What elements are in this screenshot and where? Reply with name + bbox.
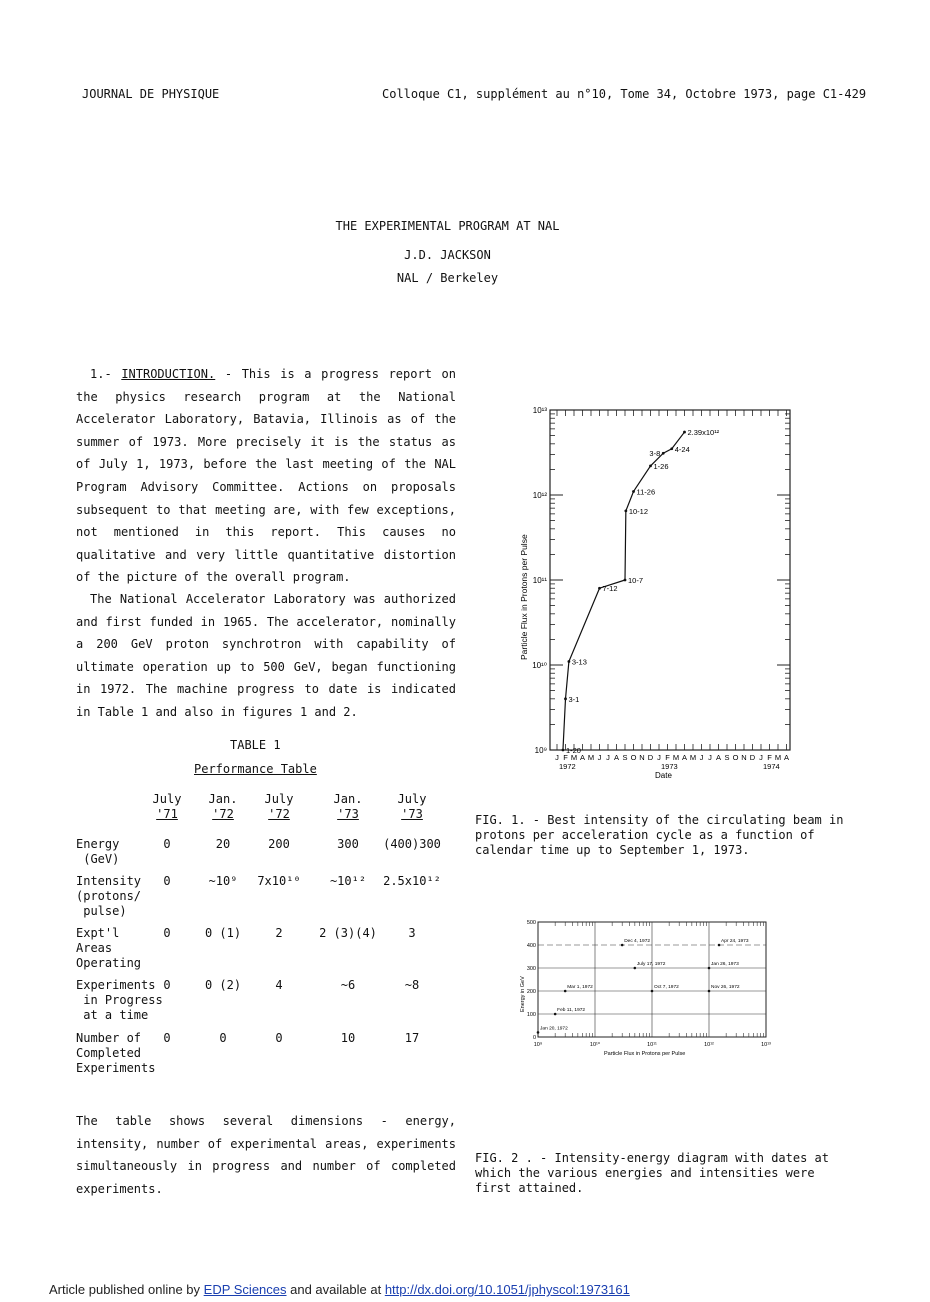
fig1-month-label: M xyxy=(672,753,680,762)
table-cell: 0 xyxy=(163,837,171,851)
fig1-month-label: A xyxy=(783,753,790,762)
fig1-point-label: 10-7 xyxy=(628,576,644,585)
publisher-link[interactable]: EDP Sciences xyxy=(203,1282,287,1297)
table-cell: 0 xyxy=(163,978,171,992)
table-cell: 3 xyxy=(408,926,416,940)
fig1-data-point xyxy=(624,510,627,513)
fig1-data-point xyxy=(598,587,601,590)
fig2-y-tick-label: 200 xyxy=(526,989,536,995)
fig1-month-label: M xyxy=(774,753,782,762)
table-cell: 10 xyxy=(340,1031,356,1045)
fig2-x-tick-label: 10⁹ xyxy=(533,1042,543,1048)
fig2-data-point xyxy=(634,967,637,970)
footer-prefix: Article published online by xyxy=(49,1282,204,1297)
fig1-month-label: A xyxy=(613,753,620,762)
fig1-month-label: M xyxy=(570,753,578,762)
fig2-point-label: Jan 20, 1972 xyxy=(540,1026,568,1032)
author: J.D. JACKSON xyxy=(404,248,491,262)
fig1-month-label: N xyxy=(741,753,747,762)
fig1-data-point xyxy=(662,452,665,455)
fig1-point-label: 3-13 xyxy=(571,657,587,667)
fig1-month-label: D xyxy=(647,753,654,762)
fig1-y-tick-label: 10¹⁰ xyxy=(532,661,547,670)
figure-1-chart xyxy=(505,395,805,785)
table-cell: 0 xyxy=(275,1031,283,1045)
fig1-year-label: 1974 xyxy=(763,762,780,771)
fig1-data-point xyxy=(670,447,673,450)
fig2-point-label: Feb 11, 1972 xyxy=(557,1008,586,1013)
fig1-month-label: A xyxy=(579,753,586,762)
fig1-year-label: 1973 xyxy=(661,762,678,771)
fig1-data-point xyxy=(683,431,686,434)
section-number: 1.- xyxy=(90,367,122,381)
table-cell: 0 (1) xyxy=(204,926,242,940)
table-cell: 0 xyxy=(163,1031,171,1045)
table-cell: ~10⁹ xyxy=(208,874,238,888)
table-cell: ~10¹² xyxy=(329,874,367,888)
fig2-point-label: July 17, 1972 xyxy=(636,962,666,967)
fig2-x-tick-label: 10¹³ xyxy=(761,1042,771,1048)
fig1-month-label: O xyxy=(732,753,739,762)
table-caption: TABLE 1 xyxy=(230,738,281,752)
fig1-month-label: N xyxy=(639,753,645,762)
citation-line: Colloque C1, supplément au n°10, Tome 34, Octobre 1973, page C1-429 xyxy=(382,87,867,101)
table-col-header: '72 xyxy=(268,807,290,821)
table-row-label: Number of Completed Experiments xyxy=(76,1031,156,1075)
fig1-month-label: D xyxy=(749,753,756,762)
fig1-month-label: A xyxy=(715,753,722,762)
table-cell: 0 xyxy=(219,1031,227,1045)
fig1-point-label: 7-12 xyxy=(602,584,618,594)
table-col-header: '72 xyxy=(212,807,234,821)
fig1-month-label: J xyxy=(699,753,704,762)
paper-title: THE EXPERIMENTAL PROGRAM AT NAL xyxy=(335,219,560,233)
figure-2-chart xyxy=(508,912,773,1062)
fig1-y-tick-label: 10⁹ xyxy=(534,746,547,755)
journal-name: JOURNAL DE PHYSIQUE xyxy=(82,87,220,101)
fig2-point-label: Jan 26, 1973 xyxy=(711,962,739,967)
fig1-month-label: J xyxy=(708,753,712,762)
fig1-point-label: 1-26 xyxy=(653,461,669,471)
table-col-header: Jan. xyxy=(333,792,363,806)
table-cell: 20 xyxy=(215,837,231,851)
intro-text: - This is a progress report on the physics research program at the National Accelerator Laboratory, Batavia, Illinois as of the summer of 1973. More precisely it is the status as of July 1, 1973, before the last meeting of the NAL Program Advisory Committee. Actions on proposals subsequent to that meeting are, with few exceptions, not mentioned in this report. This causes no qualitative and very little quantitative distortion of the picture of the overall program. xyxy=(76,367,456,585)
fig1-month-label: J xyxy=(597,753,602,762)
fig1-month-label: J xyxy=(657,753,661,762)
fig1-point-label: 3-8 xyxy=(649,449,661,459)
table-col-header: Jan. xyxy=(208,792,238,806)
table-cell: 0 (2) xyxy=(204,978,242,992)
fig1-series-line xyxy=(563,432,685,750)
fig1-y-tick-label: 10¹² xyxy=(532,491,547,500)
fig1-y-tick-label: 10¹³ xyxy=(532,406,547,415)
fig2-ylabel: Energy in GeV xyxy=(520,976,526,1012)
fig1-point-label: 10-12 xyxy=(628,506,649,516)
table-cell: 0 xyxy=(163,874,171,888)
fig2-y-tick-label: 400 xyxy=(526,943,536,949)
fig2-xlabel: Particle Flux in Protons per Pulse xyxy=(604,1051,686,1057)
fig1-month-label: J xyxy=(759,753,763,762)
table-cell: 2.5x10¹² xyxy=(383,874,441,888)
fig1-xlabel: Date xyxy=(655,771,672,780)
fig2-y-tick-label: 100 xyxy=(526,1012,536,1018)
fig2-y-tick-label: 500 xyxy=(526,920,536,926)
table-cell: ~6 xyxy=(340,978,356,992)
table-cell: 2 xyxy=(275,926,283,940)
fig1-month-label: S xyxy=(724,753,730,762)
fig2-x-tick-label: 10¹² xyxy=(704,1042,714,1048)
fig2-data-point xyxy=(537,1031,540,1034)
fig2-point-label: Oct 7, 1972 xyxy=(654,985,679,990)
fig2-y-tick-label: 300 xyxy=(526,966,536,972)
fig1-data-point xyxy=(562,749,565,752)
table-cell: 17 xyxy=(404,1031,420,1045)
doi-link[interactable]: http://dx.doi.org/10.1051/jphyscol:1973161 xyxy=(384,1282,630,1297)
fig2-point-label: Apr 24, 1973 xyxy=(721,939,749,944)
figure-2-caption: FIG. 2 . - Intensity-energy diagram with dates at which the various energies and intensities were first attained. xyxy=(475,1151,830,1195)
table-row-label: Energy (GeV) xyxy=(76,837,120,866)
table-col-header: July xyxy=(152,792,182,806)
fig1-point-label: 1-20 xyxy=(565,746,581,755)
fig2-data-point xyxy=(554,1013,557,1016)
fig2-y-tick-label: 0 xyxy=(532,1035,536,1041)
footer-middle: and available at xyxy=(286,1282,385,1297)
footer xyxy=(49,1282,630,1297)
table-cell: 0 xyxy=(163,926,171,940)
fig2-x-tick-label: 10¹¹ xyxy=(647,1042,657,1048)
fig1-month-label: M xyxy=(587,753,595,762)
fig1-month-label: F xyxy=(665,753,670,762)
fig1-month-label: S xyxy=(622,753,628,762)
section-heading: INTRODUCTION. xyxy=(121,367,216,381)
fig1-month-label: M xyxy=(689,753,697,762)
table-col-header: July xyxy=(397,792,427,806)
fig2-data-point xyxy=(708,967,711,970)
fig1-data-point xyxy=(564,697,567,700)
fig1-data-point xyxy=(632,490,635,493)
fig2-point-label: Nov 26, 1972 xyxy=(711,985,740,990)
fig2-data-point xyxy=(564,990,567,993)
table-row-label: Intensity (protons/ pulse) xyxy=(76,874,142,918)
fig1-data-point xyxy=(624,579,627,582)
paragraph-table-summary: The table shows several dimensions - energy, intensity, number of experimental areas, experiments simultaneously in progress and number of completed experiments. xyxy=(76,1114,456,1196)
paragraph-accelerator: The National Accelerator Laboratory was authorized and first funded in 1965. The accelerator, nominally a 200 GeV proton synchrotron with capability of ultimate operation up to 500 GeV, began functioning in 1972. The machine progress to date is indicated in Table 1 and also in figures 1 and 2. xyxy=(76,592,456,719)
intro-paragraph xyxy=(76,363,456,589)
affiliation: NAL / Berkeley xyxy=(396,271,499,285)
fig1-month-label: A xyxy=(681,753,688,762)
table-cell: 7x10¹⁰ xyxy=(257,874,301,888)
fig1-year-label: 1972 xyxy=(559,762,576,771)
table-cell: ~8 xyxy=(404,978,420,992)
fig2-data-point xyxy=(718,944,721,947)
fig1-data-point xyxy=(649,464,652,467)
table-cell: (400)300 xyxy=(383,837,441,851)
fig2-data-point xyxy=(708,990,711,993)
table-subtitle: Performance Table xyxy=(194,762,317,776)
table-cell: 2 (3)(4) xyxy=(319,926,377,940)
fig2-point-label: Dec 4, 1972 xyxy=(624,939,651,944)
table-cell: 200 xyxy=(268,837,290,851)
table-col-header: '73 xyxy=(337,807,359,821)
fig1-month-label: O xyxy=(630,753,637,762)
fig1-ylabel: Particle Flux in Protons per Pulse xyxy=(519,534,529,660)
fig2-point-label: Mar 1, 1972 xyxy=(567,985,593,990)
table-col-header: July xyxy=(264,792,294,806)
table-col-header: '71 xyxy=(156,807,178,821)
table-row-label: Expt'l Areas Operating xyxy=(76,926,142,970)
fig1-data-point xyxy=(568,660,571,663)
fig2-data-point xyxy=(621,944,624,947)
fig1-month-label: F xyxy=(563,753,568,762)
fig1-month-label: J xyxy=(606,753,610,762)
fig1-frame xyxy=(550,410,790,750)
fig1-month-label: F xyxy=(767,753,772,762)
table-cell: 4 xyxy=(275,978,283,992)
fig2-x-tick-label: 10¹⁰ xyxy=(589,1042,601,1048)
fig1-point-label: 3-1 xyxy=(568,694,580,704)
table-col-header: '73 xyxy=(401,807,423,821)
table-cell: 300 xyxy=(337,837,359,851)
fig1-month-label: J xyxy=(555,753,559,762)
fig1-point-label: 11-26 xyxy=(636,487,656,497)
fig1-point-label: 4-24 xyxy=(674,444,690,454)
fig1-y-tick-label: 10¹¹ xyxy=(532,576,547,585)
table-row-label: Experiments in Progress at a time xyxy=(76,978,163,1022)
fig2-data-point xyxy=(651,990,654,993)
fig1-point-label: 2.39x10¹² xyxy=(687,428,720,438)
figure-1-caption: FIG. 1. - Best intensity of the circulating beam in protons per acceleration cycle as a function of calendar time up to September 1, 1973. xyxy=(475,813,844,857)
